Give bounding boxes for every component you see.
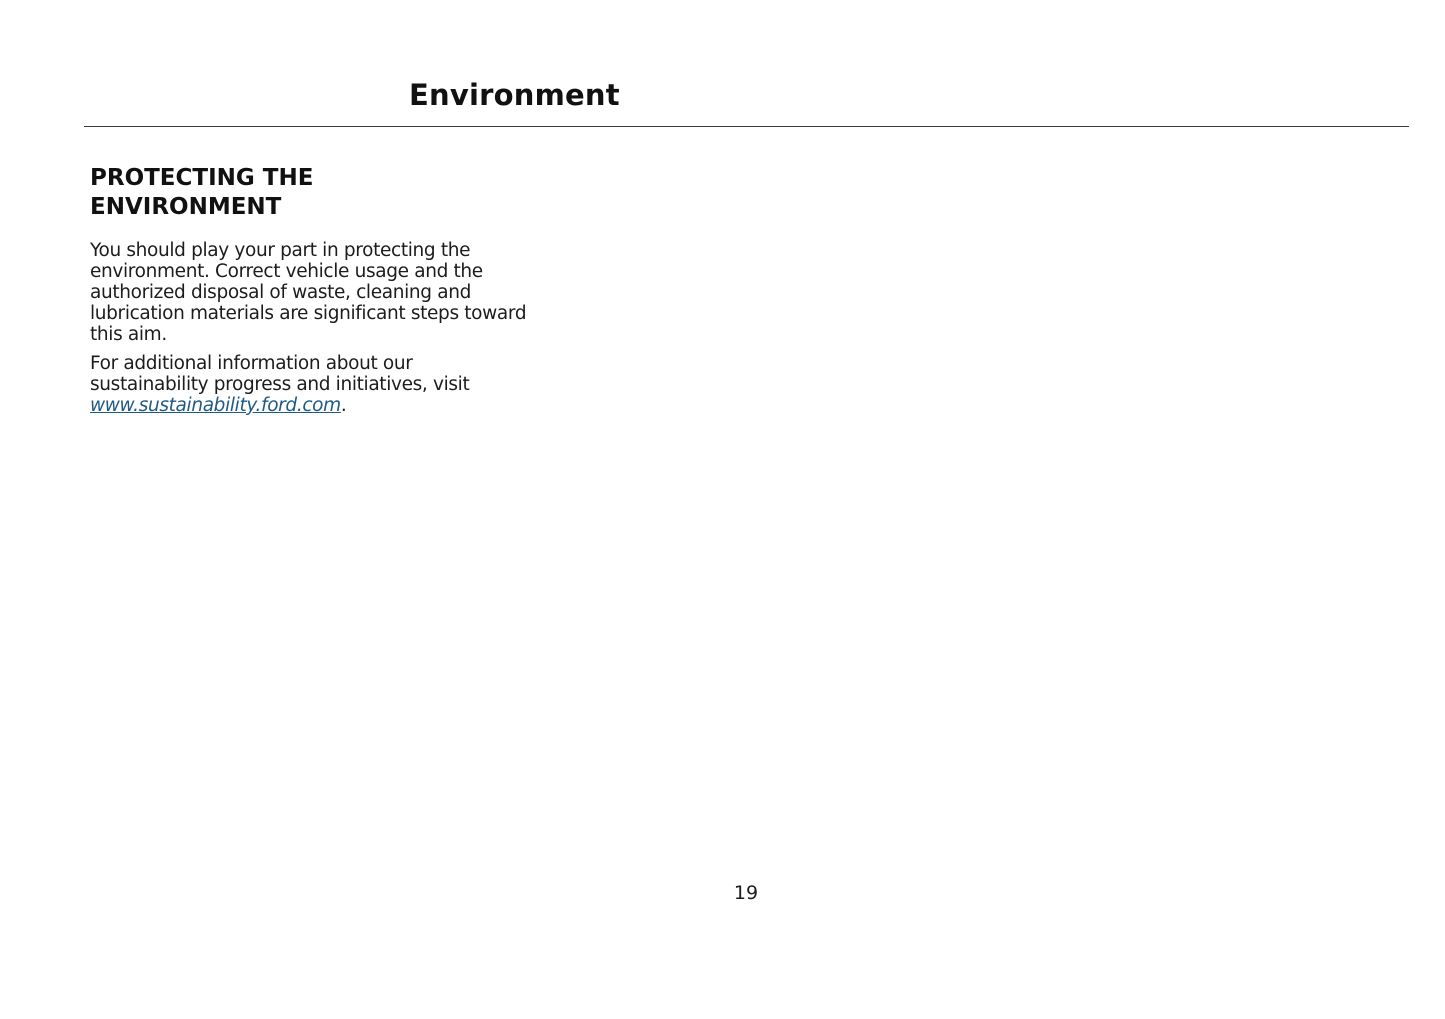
page-title: Environment bbox=[409, 78, 620, 112]
paragraph-2-end: . bbox=[340, 395, 347, 416]
body-paragraph-1: You should play your part in protecting the environment. Correct vehicle usage and the authorized disposal of waste, cleaning and lubrication materials are significant steps toward this aim. bbox=[90, 240, 527, 345]
page-number: 19 bbox=[733, 882, 759, 904]
sustainability-link[interactable]: www.sustainability.ford.com bbox=[90, 395, 341, 416]
body-paragraph-2 bbox=[90, 353, 530, 416]
paragraph-2-text: For additional information about our sustainability progress and initiatives, visit bbox=[90, 353, 470, 395]
page-header bbox=[84, 76, 1409, 127]
section-heading: PROTECTING THE ENVIRONMENT bbox=[90, 165, 314, 220]
content-column bbox=[90, 164, 530, 424]
